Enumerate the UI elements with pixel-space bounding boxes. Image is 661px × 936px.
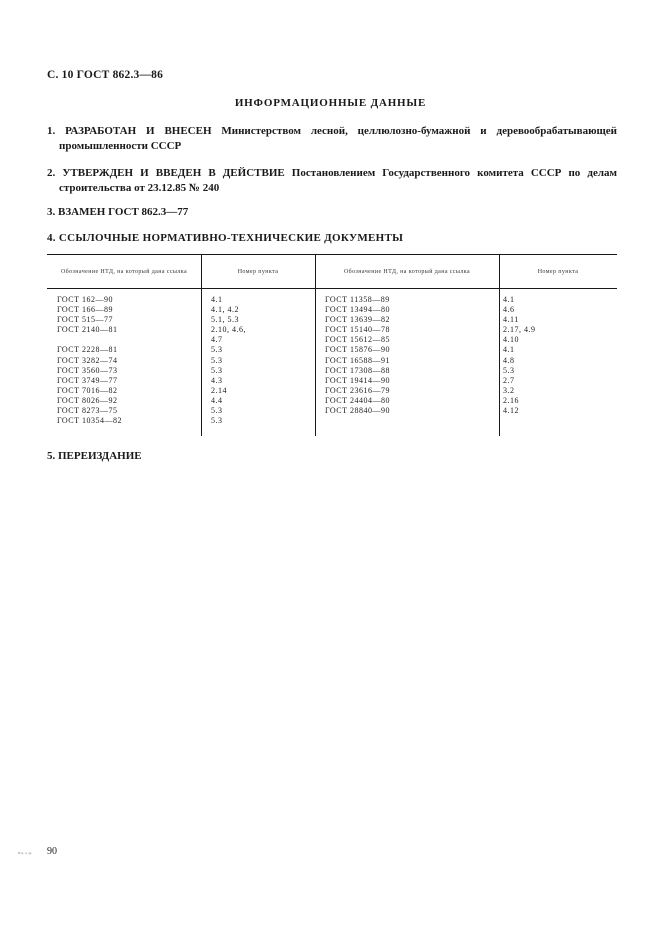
doc-designation: ГОСТ 17308—88 — [325, 365, 391, 375]
table-divider-center — [315, 254, 316, 436]
info-item-developed — [47, 124, 617, 154]
info-item-approved — [47, 166, 617, 196]
point-number: 4.1, 4.2 — [211, 305, 239, 315]
doc-designation: ГОСТ 162—90 — [57, 295, 114, 304]
doc-designation: ГОСТ 13494—80 — [325, 305, 391, 315]
table-header-rule — [47, 288, 617, 289]
doc-designation: ГОСТ 3560—73 — [57, 365, 118, 375]
point-number: 4.1 — [503, 345, 515, 355]
table-header-doc-left: Обозначение НТД, на который дана ссылка — [60, 269, 188, 275]
point-number: 2.16 — [503, 395, 519, 405]
doc-designation: ГОСТ 19414—90 — [325, 375, 391, 385]
point-number: 4.1 — [211, 295, 223, 304]
doc-designation: ГОСТ 16588—91 — [325, 355, 391, 365]
point-number: 5.1, 5.3 — [211, 315, 239, 325]
doc-designation: ГОСТ 13639—82 — [325, 315, 391, 325]
table-header-point-left: Номер пункта — [237, 269, 279, 275]
reference-documents-table — [47, 254, 617, 436]
footer-print-mark: Изд. и др. — [18, 851, 33, 855]
point-number: 2.7 — [503, 375, 515, 385]
doc-designation: ГОСТ 3282—74 — [57, 355, 118, 365]
point-number: 4.7 — [211, 335, 223, 345]
info-item-approved-line2: строительства от 23.12.85 № 240 — [59, 182, 220, 194]
info-item-reissue: 5. ПЕРЕИЗДАНИЕ — [47, 450, 142, 462]
right-doc-column — [325, 295, 390, 416]
point-number: 2.14 — [211, 385, 227, 395]
point-number: 4.12 — [503, 406, 519, 416]
doc-designation: ГОСТ 28840—90 — [325, 406, 391, 416]
table-top-rule — [47, 254, 617, 255]
info-item-developed-line2: промышленности СССР — [59, 140, 182, 152]
point-number: 5.3 — [211, 406, 223, 416]
doc-designation: ГОСТ 7016—82 — [57, 385, 118, 395]
point-number: 4.8 — [503, 355, 515, 365]
doc-designation: ГОСТ 24404—80 — [325, 395, 391, 405]
info-item-approved-line1: 2. УТВЕРЖДЕН И ВВЕДЕН В ДЕЙСТВИЕ Постановлением Государственного комитета СССР по делам — [47, 167, 617, 179]
section-title: ИНФОРМАЦИОННЫЕ ДАННЫЕ — [234, 97, 427, 109]
point-number: 5.3 — [211, 365, 223, 375]
point-number: 5.3 — [503, 365, 515, 375]
table-divider — [499, 254, 500, 436]
doc-designation: ГОСТ 166—89 — [57, 305, 114, 315]
doc-designation: ГОСТ 8026—92 — [57, 395, 118, 405]
page-header: С. 10 ГОСТ 862.3—86 — [47, 69, 164, 81]
doc-designation: ГОСТ 515—77 — [57, 315, 114, 325]
point-number: 3.2 — [503, 385, 515, 395]
right-point-column — [503, 295, 536, 416]
point-number: 4.3 — [211, 375, 223, 385]
point-number: 4.10 — [503, 335, 519, 345]
doc-designation: ГОСТ 15140—78 — [325, 325, 391, 335]
table-header-point-right: Номер пункта — [537, 269, 579, 275]
point-number: 5.3 — [211, 345, 223, 355]
doc-designation: ГОСТ 23616—79 — [325, 385, 391, 395]
doc-designation: ГОСТ 2228—81 — [57, 345, 118, 355]
info-item-replaces: 3. ВЗАМЕН ГОСТ 862.3—77 — [47, 206, 189, 218]
point-number: 4.1 — [503, 295, 515, 304]
left-doc-column — [57, 295, 122, 426]
point-number: 4.11 — [503, 315, 519, 325]
point-number: 4.6 — [503, 305, 515, 315]
info-item-references: 4. ССЫЛОЧНЫЕ НОРМАТИВНО-ТЕХНИЧЕСКИЕ ДОКУМЕНТЫ — [47, 232, 404, 244]
doc-designation: ГОСТ 2140—81 — [57, 325, 118, 335]
point-number: 2.17, 4.9 — [503, 325, 536, 335]
page-number: 90 — [47, 846, 57, 857]
doc-designation — [57, 335, 122, 345]
doc-designation: ГОСТ 11358—89 — [325, 295, 390, 304]
doc-designation: ГОСТ 15612—85 — [325, 335, 391, 345]
table-header-doc-right: Обозначение НТД, на который дана ссылка — [343, 269, 471, 275]
point-number: 5.3 — [211, 416, 223, 426]
doc-designation: ГОСТ 10354—82 — [57, 416, 123, 426]
doc-designation: ГОСТ 3749—77 — [57, 375, 118, 385]
table-divider — [201, 254, 202, 436]
point-number: 4.4 — [211, 395, 223, 405]
doc-designation: ГОСТ 8273—75 — [57, 406, 118, 416]
point-number: 2.10, 4.6, — [211, 325, 246, 335]
doc-designation: ГОСТ 15876—90 — [325, 345, 391, 355]
point-number: 5.3 — [211, 355, 223, 365]
info-item-developed-line1: 1. РАЗРАБОТАН И ВНЕСЕН Министерством лесной, целлюлозно-бумажной и деревообрабатывающей — [47, 125, 617, 137]
left-point-column — [211, 295, 246, 426]
